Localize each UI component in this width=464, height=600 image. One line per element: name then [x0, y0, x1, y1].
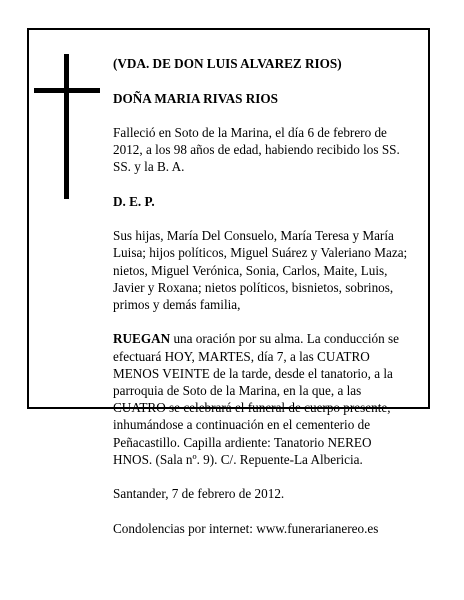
- death-info: Falleció en Soto de la Marina, el día 6 de febrero de 2012, a los 98 años de edad, habiendo recibido los SS. SS. y la B. A.: [113, 125, 400, 175]
- family-list: Sus hijas, María Del Consuelo, María Teresa y María Luisa; hijos políticos, Miguel Suárez y Valeriano Maza; nietos, Miguel Verónica, Sonia, Carlos, Maite, Luis, Javier y Roxana; nietos políticos, bisnietos, sobrinos, primos y demás familia,: [113, 228, 408, 313]
- ruegan-word: RUEGAN: [113, 331, 171, 347]
- cross-icon: [34, 54, 100, 199]
- cross-upright: [64, 54, 69, 199]
- condolences-line: Condolencias por internet: www.funerarianereo.es: [113, 520, 379, 536]
- cross-crossbar: [34, 88, 100, 93]
- deceased-name: DOÑA MARIA RIVAS RIOS: [113, 90, 278, 106]
- widow-line: (VDA. DE DON LUIS ALVAREZ RIOS): [113, 56, 342, 72]
- place-date: Santander, 7 de febrero de 2012.: [113, 486, 285, 502]
- ceremony-details: una oración por su alma. La conducción se efectuará HOY, MARTES, día 7, a las CUATRO MENOS VEINTE de la tarde, desde el tanatorio, a la parroquia de Soto de la Marina, en la que, a las CUATRO se celebrará el funeral de cuerpo presente, inhumándose a continuación en el cementerio de Peñacastillo. Capilla ardiente: Tanatorio NEREO HNOS. (Sala nº. 9). C/. Repuente-La Albericia.: [113, 331, 400, 467]
- obituary-text: [113, 38, 423, 554]
- ceremony-info: [113, 330, 423, 468]
- rip-line: D. E. P.: [113, 193, 155, 209]
